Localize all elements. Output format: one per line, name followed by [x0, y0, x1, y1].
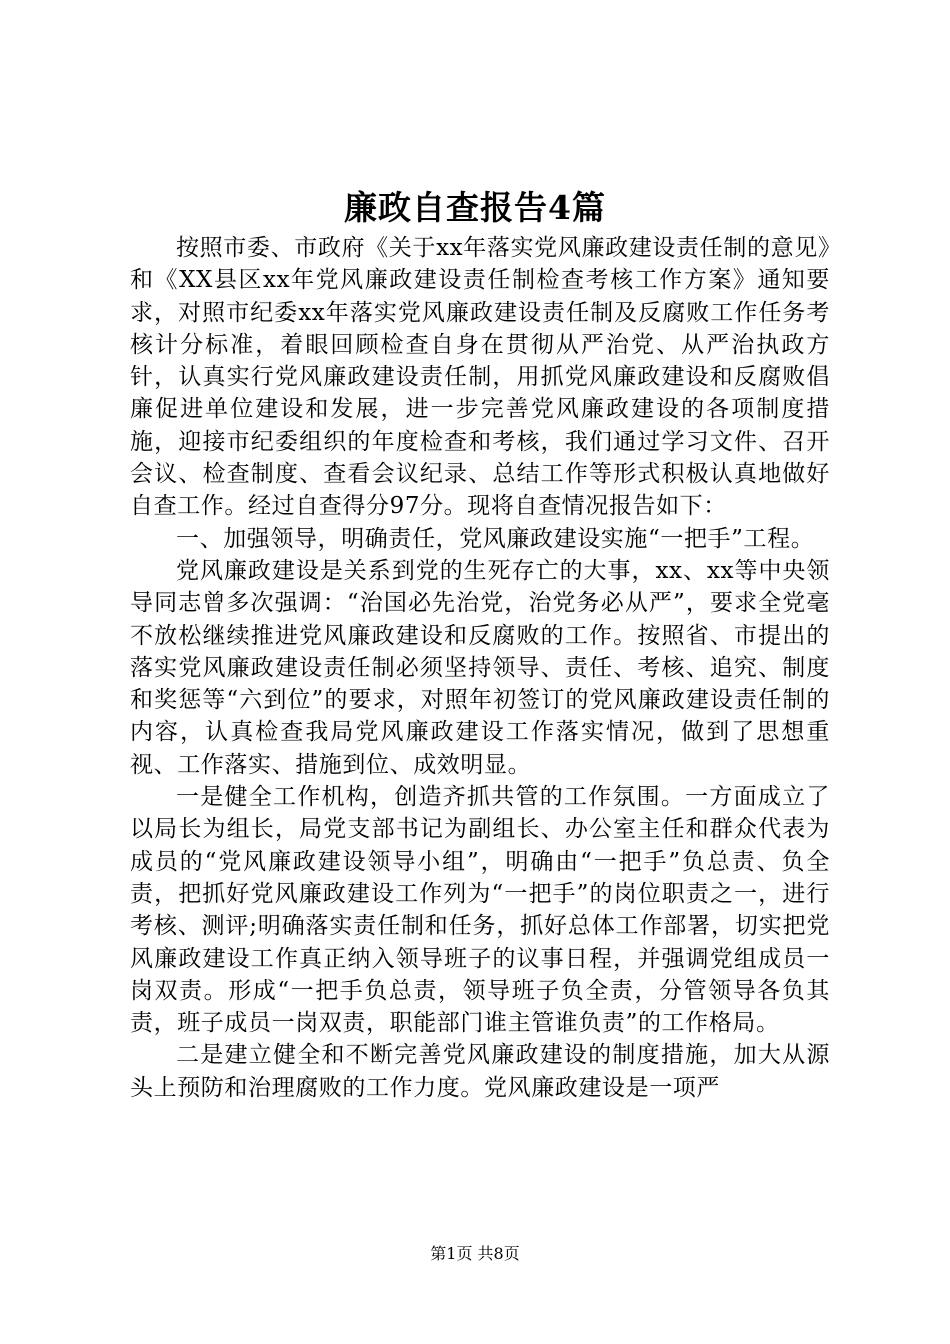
- paragraph-point-one: 一是健全工作机构，创造齐抓共管的工作氛围。一方面成立了以局长为组长，局党支部书记为副组长、办公室主任和群众代表为成员的“党风廉政建设领导小组”，明确由“一把手”负总责、负全责，把抓好党风廉政建设工作列为“一把手”的岗位职责之一，进行考核、测评;明确落实责任制和任务，抓好总体工作部署，切实把党风廉政建设工作真正纳入领导班子的议事日程，并强调党组成员一岗双责。形成“一把手负总责，领导班子负全责，分管领导各负其责，班子成员一岗双责，职能部门谁主管谁负责”的工作格局。: [130, 784, 830, 1037]
- paragraph-section-heading: 一、加强领导，明确责任，党风廉政建设实施“一把手”工程。: [176, 525, 815, 552]
- paragraph-point-two: 二是建立健全和不断完善党风廉政建设的制度措施，加大从源头上预防和治理腐败的工作力度。党风廉政建设是一项严: [130, 1042, 830, 1101]
- page-number-footer: 第1页 共8页: [430, 1244, 520, 1263]
- document-body: [130, 232, 830, 1104]
- document-title: 廉政自查报告4篇: [344, 188, 606, 227]
- paragraph-intro: 按照市委、市政府《关于xx年落实党风廉政建设责任制的意见》和《XX县区xx年党风廉政建设责任制检查考核工作方案》通知要求，对照市纪委xx年落实党风廉政建设责任制及反腐败工作任务考核计分标准，着眼回顾检查自身在贯彻从严治党、从严治执政方针，认真实行党风廉政建设责任制，用抓党风廉政建设和反腐败倡廉促进单位建设和发展，进一步完善党风廉政建设的各项制度措施，迎接市纪委组织的年度检查和考核，我们通过学习文件、召开会议、检查制度、查看会议纪录、总结工作等形式积极认真地做好自查工作。经过自查得分97分。现将自查情况报告如下：: [130, 235, 830, 520]
- paragraph-background: 党风廉政建设是关系到党的生死存亡的大事，xx、xx等中央领导同志曾多次强调：“治国必先治党，治党务必从严”，要求全党毫不放松继续推进党风廉政建设和反腐败的工作。按照省、市提出的落实党风廉政建设责任制必须坚持领导、责任、考核、追究、制度和奖惩等“六到位”的要求，对照年初签订的党风廉政建设责任制的内容，认真检查我局党风廉政建设工作落实情况，做到了思想重视、工作落实、措施到位、成效明显。: [130, 557, 830, 778]
